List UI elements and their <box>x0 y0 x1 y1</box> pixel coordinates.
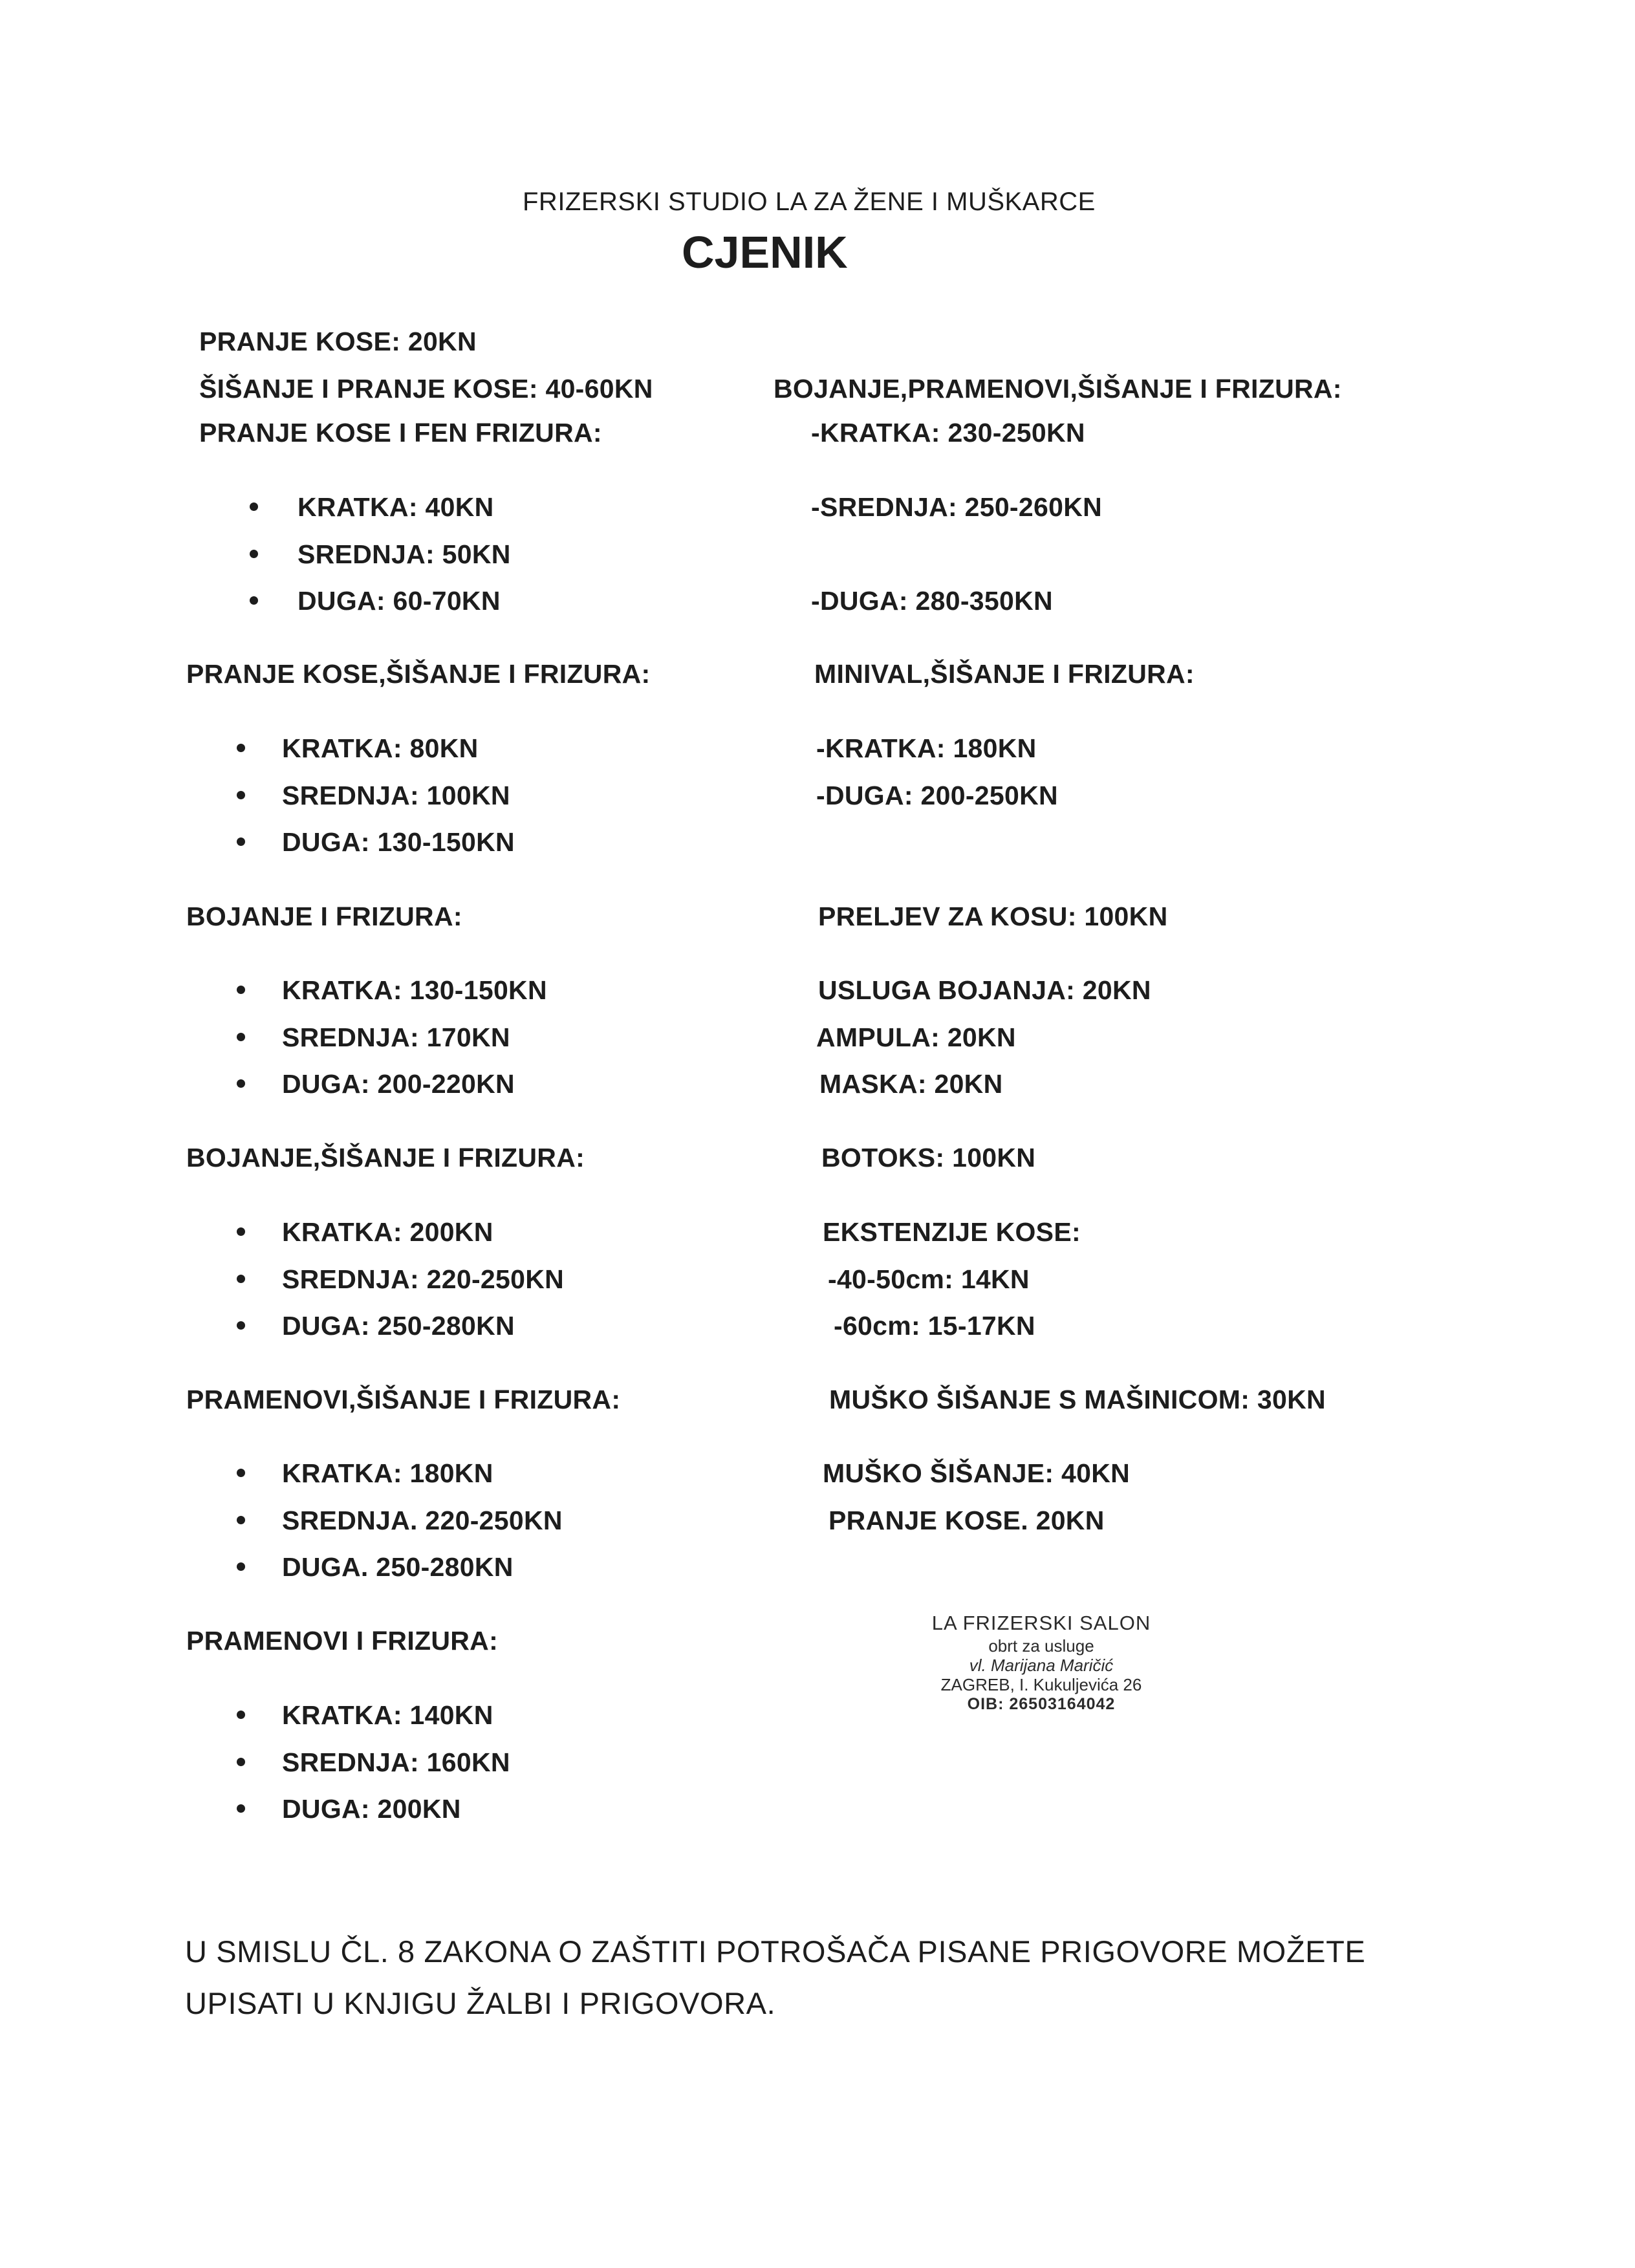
section-ekstenzije-title: EKSTENZIJE KOSE: <box>823 1217 1081 1247</box>
list-item: KRATKA: 40KN <box>298 492 494 522</box>
price-pranje-kose-2: PRANJE KOSE. 20KN <box>828 1506 1105 1535</box>
bullet-icon <box>237 1711 245 1719</box>
bullet-icon <box>237 744 245 752</box>
price-preljev: PRELJEV ZA KOSU: 100KN <box>818 902 1168 931</box>
list-item: -DUGA: 200-250KN <box>816 781 1058 810</box>
bullet-icon <box>237 986 245 994</box>
bullet-icon <box>237 1516 245 1524</box>
price-usluga-bojanja: USLUGA BOJANJA: 20KN <box>818 975 1151 1005</box>
section-pramenovi-sisanje-title: PRAMENOVI,ŠIŠANJE I FRIZURA: <box>186 1385 621 1414</box>
section-minival-title: MINIVAL,ŠIŠANJE I FRIZURA: <box>814 659 1195 689</box>
list-item: KRATKA: 80KN <box>282 733 479 763</box>
list-item: -KRATKA: 230-250KN <box>811 418 1085 448</box>
bullet-icon <box>250 550 258 558</box>
footer-line-1: U SMISLU ČL. 8 ZAKONA O ZAŠTITI POTROŠAČA PISANE PRIGOVORE MOŽETE <box>185 1934 1366 1969</box>
bullet-icon <box>250 596 258 605</box>
list-item: SREDNJA: 160KN <box>282 1747 510 1777</box>
section-pranje-sisanje-title: PRANJE KOSE,ŠIŠANJE I FRIZURA: <box>186 659 651 689</box>
list-item: KRATKA: 180KN <box>282 1458 493 1488</box>
stamp-salon-name: LA FRIZERSKI SALON <box>931 1612 1151 1634</box>
list-item: -60cm: 15-17KN <box>834 1311 1035 1341</box>
list-item: SREDNJA: 220-250KN <box>282 1264 565 1294</box>
list-item: KRATKA: 140KN <box>282 1700 493 1730</box>
bullet-icon <box>237 1033 245 1041</box>
list-item: SREDNJA. 220-250KN <box>282 1506 563 1535</box>
bullet-icon <box>250 502 258 511</box>
business-stamp <box>893 1610 1190 1714</box>
stamp-owner: vl. Marijana Maričić <box>969 1656 1114 1675</box>
list-item: KRATKA: 200KN <box>282 1217 493 1247</box>
list-item: KRATKA: 130-150KN <box>282 975 547 1005</box>
price-musko-masinica: MUŠKO ŠIŠANJE S MAŠINICOM: 30KN <box>829 1385 1326 1414</box>
bullet-icon <box>237 1079 245 1088</box>
bullet-icon <box>237 1804 245 1813</box>
list-item: DUGA: 250-280KN <box>282 1311 515 1341</box>
footer-line-2: UPISATI U KNJIGU ŽALBI I PRIGOVORA. <box>185 1986 776 2020</box>
section-bojanje-sisanje-title: BOJANJE,ŠIŠANJE I FRIZURA: <box>186 1143 585 1172</box>
price-sisanje-pranje: ŠIŠANJE I PRANJE KOSE: 40-60KN <box>199 374 653 404</box>
stamp-oib: OIB: 26503164042 <box>967 1695 1116 1713</box>
list-item: DUGA: 200KN <box>282 1794 461 1824</box>
price-pranje-kose: PRANJE KOSE: 20KN <box>199 327 477 356</box>
page-title: CJENIK <box>682 227 848 277</box>
list-item: -KRATKA: 180KN <box>816 733 1037 763</box>
price-ampula: AMPULA: 20KN <box>816 1022 1016 1052</box>
bullet-icon <box>237 1321 245 1330</box>
bullet-icon <box>237 1227 245 1236</box>
list-item: SREDNJA: 100KN <box>282 781 510 810</box>
bullet-icon <box>237 791 245 799</box>
bullet-icon <box>237 837 245 846</box>
section-bojanje-pramenovi-title: BOJANJE,PRAMENOVI,ŠIŠANJE I FRIZURA: <box>774 374 1342 404</box>
list-item: SREDNJA: 50KN <box>298 539 511 569</box>
stamp-address: ZAGREB, I. Kukuljevića 26 <box>940 1675 1142 1694</box>
price-maska: MASKA: 20KN <box>819 1069 1003 1099</box>
bullet-icon <box>237 1562 245 1571</box>
section-fen-frizura-title: PRANJE KOSE I FEN FRIZURA: <box>199 418 602 448</box>
price-botoks: BOTOKS: 100KN <box>821 1143 1036 1172</box>
price-musko-sisanje: MUŠKO ŠIŠANJE: 40KN <box>823 1458 1131 1488</box>
section-bojanje-frizura-title: BOJANJE I FRIZURA: <box>186 902 462 931</box>
list-item: -DUGA: 280-350KN <box>811 586 1053 616</box>
list-item: DUGA: 200-220KN <box>282 1069 515 1099</box>
list-item: SREDNJA: 170KN <box>282 1022 510 1052</box>
bullet-icon <box>237 1469 245 1477</box>
list-item: DUGA: 130-150KN <box>282 827 515 857</box>
list-item: DUGA. 250-280KN <box>282 1552 514 1582</box>
list-item: -SREDNJA: 250-260KN <box>811 492 1103 522</box>
stamp-obrt: obrt za usluge <box>988 1636 1094 1656</box>
bullet-icon <box>237 1275 245 1283</box>
salon-subtitle: FRIZERSKI STUDIO LA ZA ŽENE I MUŠKARCE <box>523 188 1096 216</box>
list-item: -40-50cm: 14KN <box>828 1264 1030 1294</box>
section-pramenovi-frizura-title: PRAMENOVI I FRIZURA: <box>186 1626 499 1656</box>
bullet-icon <box>237 1758 245 1766</box>
list-item: DUGA: 60-70KN <box>298 586 501 616</box>
